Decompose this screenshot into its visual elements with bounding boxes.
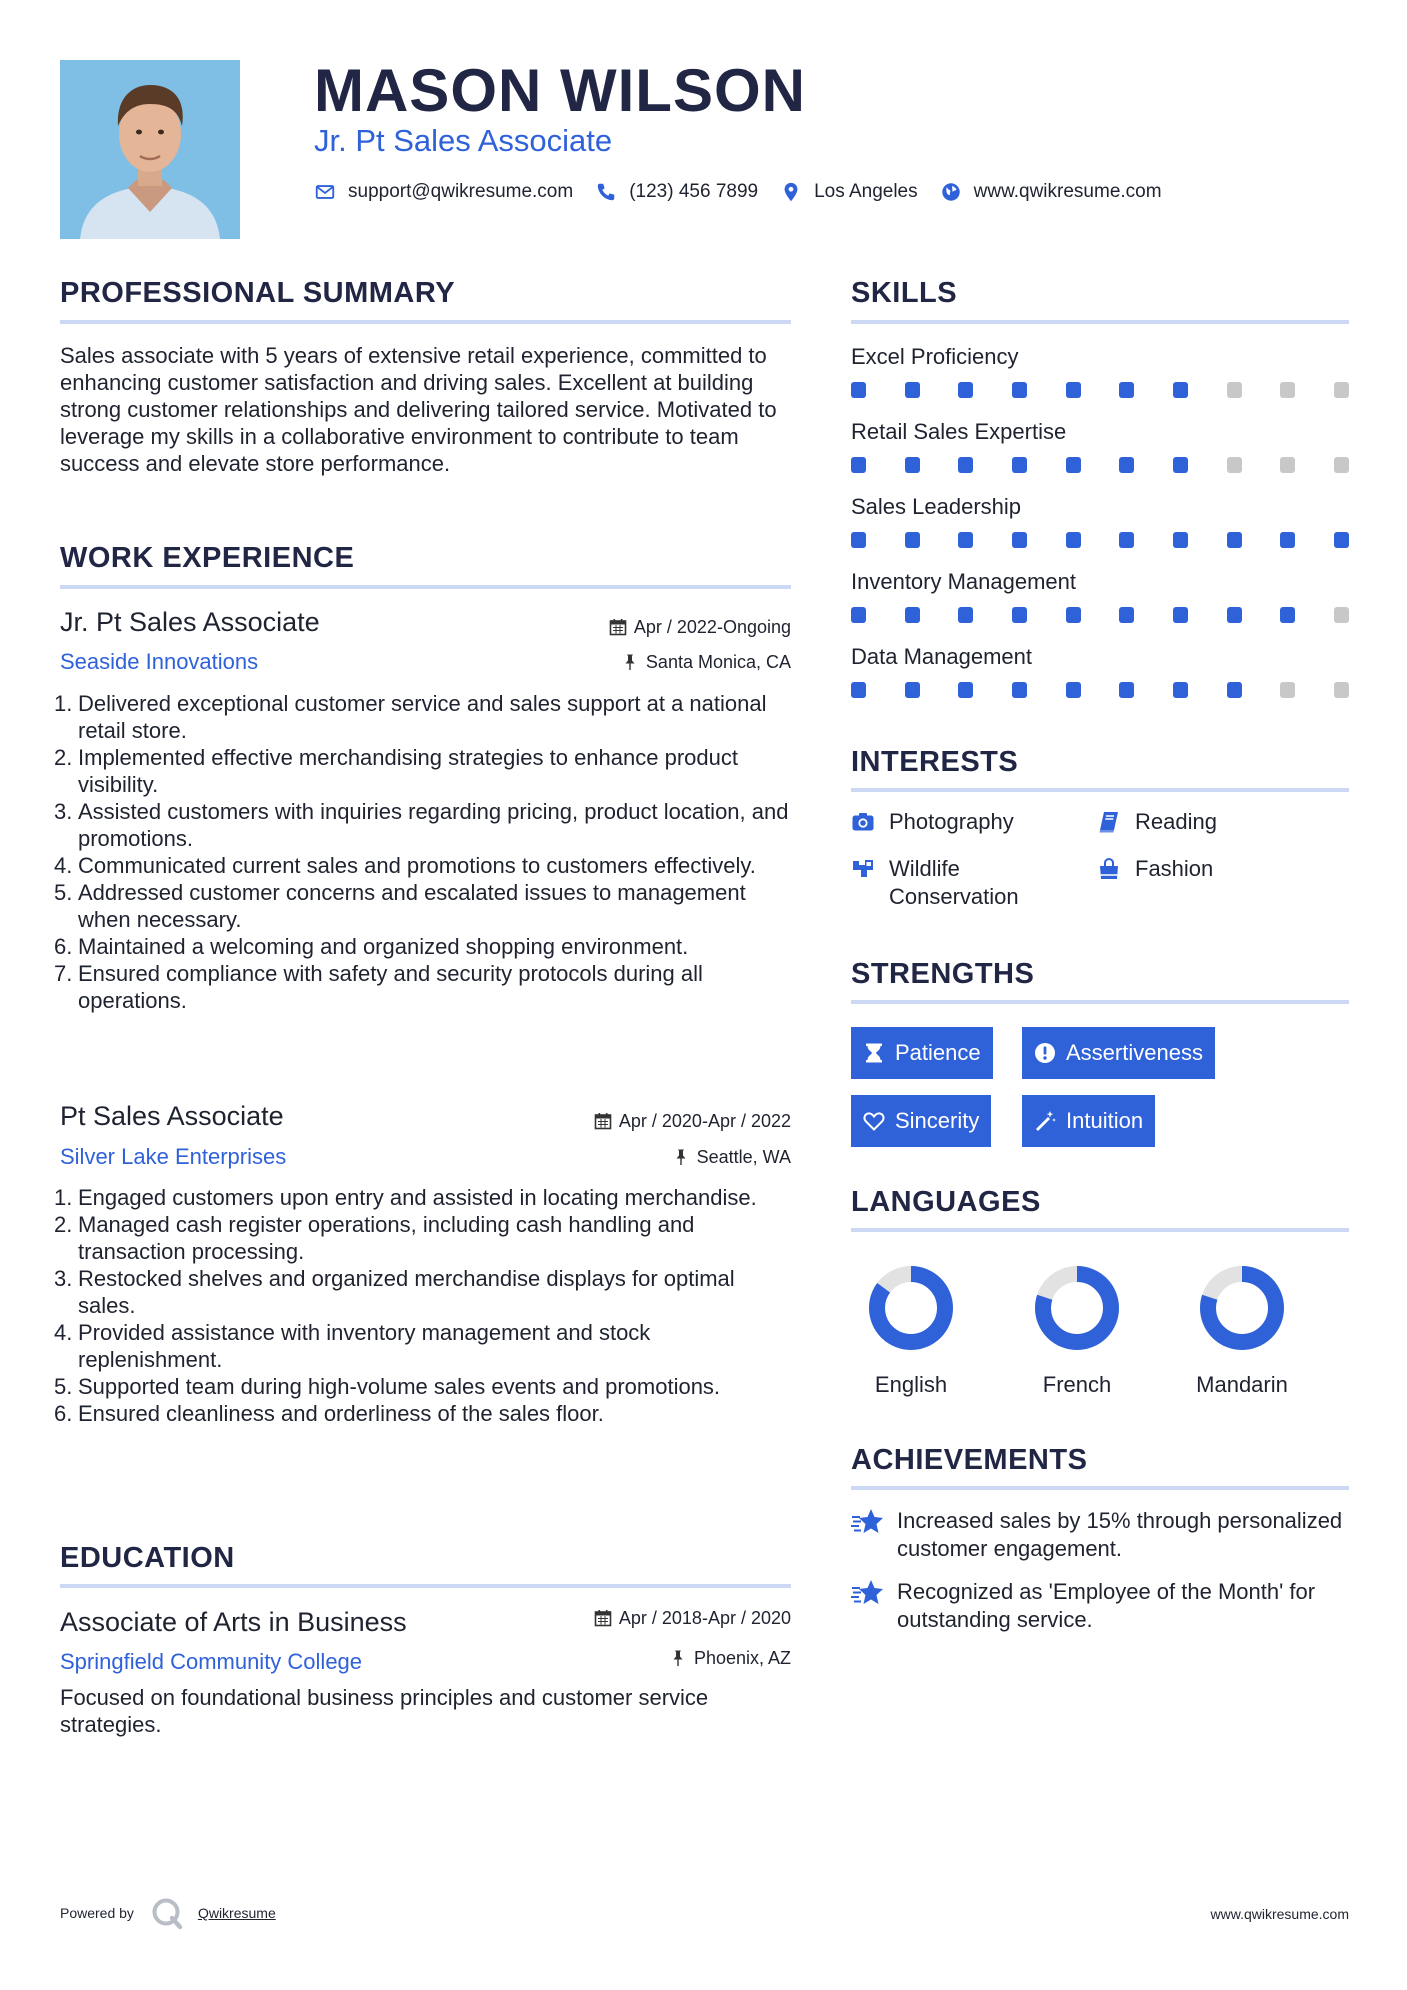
- interest-label: Fashion: [1135, 856, 1214, 881]
- powered-by-text: Powered by: [60, 1905, 134, 1921]
- list-number: 1.: [54, 1185, 73, 1210]
- map-pin-icon: [780, 181, 802, 203]
- skill-name: Excel Proficiency: [851, 344, 1019, 369]
- education-location-text: Phoenix, AZ: [693, 1648, 791, 1668]
- rating-dot-filled: [1066, 532, 1081, 548]
- list-item: [54, 933, 791, 960]
- footer-url[interactable]: www.qwikresume.com: [1210, 1906, 1349, 1922]
- wildlife-icon: [851, 857, 875, 881]
- interest-label: Reading: [1135, 809, 1217, 834]
- job-date: [609, 616, 791, 638]
- profile-photo-illustration: [60, 60, 240, 239]
- rating-dot-filled: [1280, 532, 1295, 548]
- list-number: 4.: [54, 1320, 73, 1345]
- bullet-text: Ensured compliance with safety and security protocols during all operations.: [78, 961, 703, 1013]
- strength-label: Patience: [895, 1040, 981, 1065]
- rating-dot-filled: [1012, 532, 1027, 548]
- calendar-icon: [594, 1112, 612, 1130]
- globe-icon: [940, 181, 962, 203]
- education-divider: [60, 1584, 791, 1588]
- summary-text: Sales associate with 5 years of extensive retail experience, committed to enhancing customer satisfaction and driving sales. Excellent at building strong customer relationships and delivering tailored service. Motivated to leverage my skills in a collaborative environment to contribute to team success and elevate store performance.: [60, 343, 777, 476]
- skill-name: Sales Leadership: [851, 494, 1022, 519]
- job-location-text: Santa Monica, CA: [645, 652, 791, 672]
- pushpin-icon: [669, 1649, 687, 1667]
- list-item: [54, 1265, 791, 1319]
- rating-dot-filled: [905, 532, 920, 548]
- rating-dot-filled: [1334, 532, 1349, 548]
- interest-item: [1097, 808, 1217, 836]
- rating-dot-filled: [1280, 607, 1295, 623]
- rating-dot-empty: [1334, 382, 1349, 398]
- summary-divider: [60, 320, 791, 324]
- education-heading: EDUCATION: [60, 1542, 235, 1574]
- job-company: Seaside Innovations: [60, 649, 259, 674]
- strength-chip: [1022, 1095, 1155, 1147]
- job-date: [594, 1110, 791, 1132]
- contact-website-text: www.qwikresume.com: [973, 181, 1162, 202]
- strength-label: Assertiveness: [1066, 1040, 1203, 1065]
- rating-dot-filled: [1119, 457, 1134, 473]
- rating-dot-filled: [851, 682, 866, 698]
- interests-divider: [851, 788, 1349, 792]
- bullet-text: Maintained a welcoming and organized shopping environment.: [78, 934, 689, 959]
- rating-dot-filled: [1227, 532, 1242, 548]
- pushpin-icon: [672, 1148, 690, 1166]
- candidate-role: Jr. Pt Sales Associate: [314, 123, 613, 158]
- language-gauge: [1034, 1265, 1120, 1351]
- rating-dot-empty: [1334, 607, 1349, 623]
- bullet-text: Engaged customers upon entry and assisted in locating merchandise.: [78, 1185, 757, 1210]
- rating-dot-filled: [958, 382, 973, 398]
- rating-dot-filled: [1173, 532, 1188, 548]
- language-item: [1007, 1265, 1147, 1398]
- experience-divider: [60, 585, 791, 589]
- strength-chip: [851, 1095, 991, 1147]
- star-award-icon: [851, 1578, 885, 1608]
- heart-icon: [863, 1110, 885, 1132]
- summary-heading: PROFESSIONAL SUMMARY: [60, 277, 456, 309]
- rating-dot-filled: [851, 532, 866, 548]
- rating-dot-filled: [1066, 607, 1081, 623]
- rating-dot-filled: [1119, 532, 1134, 548]
- contact-phone[interactable]: [595, 181, 758, 203]
- list-number: 3.: [54, 1266, 73, 1291]
- bullet-text: Supported team during high-volume sales events and promotions.: [78, 1374, 721, 1399]
- list-number: 7.: [54, 961, 73, 986]
- job-company: Silver Lake Enterprises: [60, 1144, 287, 1169]
- rating-dot-filled: [1012, 457, 1027, 473]
- contact-bar: [314, 178, 1184, 206]
- list-number: 5.: [54, 880, 73, 905]
- achievement-text: Increased sales by 15% through personalized customer engagement.: [897, 1508, 1343, 1561]
- job-location: [672, 1146, 791, 1168]
- list-number: 2.: [54, 1212, 73, 1237]
- rating-dot-empty: [1280, 382, 1295, 398]
- achievements-heading: ACHIEVEMENTS: [851, 1444, 1088, 1476]
- profile-photo: [60, 60, 240, 239]
- rating-dot-filled: [1173, 682, 1188, 698]
- list-item: [54, 879, 791, 933]
- rating-dot-filled: [1227, 682, 1242, 698]
- rating-dot-filled: [851, 382, 866, 398]
- degree-title: Associate of Arts in Business: [60, 1607, 407, 1637]
- skill-rating: [851, 607, 1349, 625]
- book-icon: [1097, 810, 1121, 834]
- skill-name: Inventory Management: [851, 569, 1077, 594]
- list-item: [54, 1373, 791, 1400]
- list-number: 1.: [54, 691, 73, 716]
- bullet-text: Implemented effective merchandising strategies to enhance product visibility.: [78, 745, 738, 797]
- rating-dot-filled: [1066, 382, 1081, 398]
- rating-dot-filled: [958, 457, 973, 473]
- footer-powered-by: [60, 1896, 276, 1930]
- job-date-text: Apr / 2020-Apr / 2022: [618, 1111, 791, 1131]
- skill-rating: [851, 382, 1349, 400]
- rating-dot-empty: [1280, 457, 1295, 473]
- job-bullets: [54, 1184, 791, 1427]
- bullet-text: Assisted customers with inquiries regarding pricing, product location, and promotions.: [78, 799, 789, 851]
- skill-name: Data Management: [851, 644, 1032, 669]
- list-number: 6.: [54, 1401, 73, 1426]
- job-title: Pt Sales Associate: [60, 1101, 284, 1131]
- candidate-name: MASON WILSON: [314, 57, 806, 124]
- strength-chip: [1022, 1027, 1215, 1079]
- list-item: [54, 960, 791, 1014]
- contact-phone-text: (123) 456 7899: [629, 181, 759, 202]
- education-date: [594, 1607, 791, 1629]
- rating-dot-filled: [905, 382, 920, 398]
- job-bullets: [54, 690, 791, 1014]
- list-item: [54, 1184, 791, 1211]
- rating-dot-empty: [1227, 457, 1242, 473]
- magic-wand-icon: [1034, 1110, 1056, 1132]
- job-title: Jr. Pt Sales Associate: [60, 607, 320, 637]
- job-location: [621, 651, 791, 673]
- rating-dot-filled: [851, 457, 866, 473]
- list-item: [54, 690, 791, 744]
- language-name: Mandarin: [1196, 1372, 1288, 1397]
- strength-label: Intuition: [1066, 1108, 1144, 1133]
- list-item: [54, 1400, 791, 1427]
- interest-item: [1097, 855, 1213, 883]
- bullet-text: Provided assistance with inventory management and stock replenishment.: [78, 1320, 651, 1372]
- list-item: [54, 798, 791, 852]
- bullet-text: Managed cash register operations, including cash handling and transaction processing.: [78, 1212, 695, 1264]
- rating-dot-filled: [1119, 607, 1134, 623]
- calendar-icon: [609, 618, 627, 636]
- rating-dot-filled: [958, 682, 973, 698]
- rating-dot-filled: [1012, 682, 1027, 698]
- education-location: [669, 1647, 791, 1669]
- rating-dot-empty: [1334, 682, 1349, 698]
- achievement-item: [851, 1578, 1349, 1634]
- pushpin-icon: [621, 653, 639, 671]
- hourglass-icon: [863, 1042, 885, 1064]
- languages-heading: LANGUAGES: [851, 1186, 1041, 1218]
- language-gauge: [868, 1265, 954, 1351]
- rating-dot-filled: [1012, 382, 1027, 398]
- qwikresume-logo-icon: [150, 1896, 184, 1930]
- skill-rating: [851, 457, 1349, 475]
- interest-label: Photography: [889, 809, 1014, 834]
- envelope-icon: [314, 181, 336, 203]
- interests-heading: INTERESTS: [851, 746, 1019, 778]
- strength-chip: [851, 1027, 993, 1079]
- skill-name: Retail Sales Expertise: [851, 419, 1067, 444]
- language-item: [1172, 1265, 1312, 1398]
- interest-item: [851, 808, 1014, 836]
- language-name: French: [1042, 1372, 1112, 1397]
- skill-rating: [851, 532, 1349, 550]
- strength-label: Sincerity: [895, 1108, 980, 1133]
- list-number: 4.: [54, 853, 73, 878]
- list-number: 3.: [54, 799, 73, 824]
- phone-icon: [595, 181, 617, 203]
- language-name: English: [874, 1372, 948, 1397]
- language-gauge: [1199, 1265, 1285, 1351]
- interest-label: Wildlife Conservation: [889, 856, 1019, 909]
- camera-icon: [851, 810, 875, 834]
- school-name: Springfield Community College: [60, 1649, 363, 1674]
- rating-dot-filled: [851, 607, 866, 623]
- contact-email-text: support@qwikresume.com: [348, 181, 574, 202]
- bullet-text: Delivered exceptional customer service and sales support at a national retail store.: [78, 691, 767, 743]
- list-number: 5.: [54, 1374, 73, 1399]
- rating-dot-filled: [905, 457, 920, 473]
- exclamation-circle-icon: [1034, 1042, 1056, 1064]
- education-text: Focused on foundational business principles and customer service strategies.: [60, 1685, 709, 1737]
- list-item: [54, 1319, 791, 1373]
- achievements-divider: [851, 1486, 1349, 1490]
- achievement-text: Recognized as 'Employee of the Month' for outstanding service.: [897, 1579, 1316, 1632]
- skills-heading: SKILLS: [851, 277, 958, 309]
- strengths-heading: STRENGTHS: [851, 958, 1035, 990]
- skill-rating: [851, 682, 1349, 700]
- contact-email[interactable]: [314, 181, 573, 203]
- rating-dot-filled: [1173, 607, 1188, 623]
- bullet-text: Communicated current sales and promotions to customers effectively.: [78, 853, 756, 878]
- rating-dot-filled: [1012, 607, 1027, 623]
- calendar-icon: [594, 1609, 612, 1627]
- list-item: [54, 852, 791, 879]
- bullet-text: Ensured cleanliness and orderliness of the sales floor.: [78, 1401, 604, 1426]
- list-item: [54, 1211, 791, 1265]
- shopping-bag-icon: [1097, 857, 1121, 881]
- list-item: [54, 744, 791, 798]
- rating-dot-empty: [1334, 457, 1349, 473]
- rating-dot-filled: [905, 607, 920, 623]
- strengths-divider: [851, 1000, 1349, 1004]
- contact-location: [780, 181, 918, 203]
- job-date-text: Apr / 2022-Ongoing: [633, 617, 791, 637]
- contact-website[interactable]: [940, 181, 1162, 203]
- rating-dot-filled: [1119, 682, 1134, 698]
- achievement-item: [851, 1507, 1349, 1563]
- skills-divider: [851, 320, 1349, 324]
- brand-link[interactable]: Qwikresume: [197, 1905, 276, 1921]
- rating-dot-filled: [1119, 382, 1134, 398]
- language-item: [841, 1265, 981, 1398]
- interest-item: [851, 855, 1071, 911]
- education-date-text: Apr / 2018-Apr / 2020: [618, 1608, 791, 1628]
- rating-dot-filled: [1173, 382, 1188, 398]
- rating-dot-filled: [1173, 457, 1188, 473]
- rating-dot-empty: [1227, 382, 1242, 398]
- rating-dot-filled: [1066, 682, 1081, 698]
- list-number: 2.: [54, 745, 73, 770]
- rating-dot-filled: [958, 532, 973, 548]
- star-award-icon: [851, 1507, 885, 1537]
- languages-divider: [851, 1228, 1349, 1232]
- rating-dot-filled: [958, 607, 973, 623]
- rating-dot-empty: [1280, 682, 1295, 698]
- contact-location-text: Los Angeles: [814, 181, 918, 202]
- job-location-text: Seattle, WA: [696, 1147, 791, 1167]
- rating-dot-filled: [905, 682, 920, 698]
- rating-dot-filled: [1066, 457, 1081, 473]
- bullet-text: Addressed customer concerns and escalated issues to management when necessary.: [78, 880, 746, 932]
- rating-dot-filled: [1227, 607, 1242, 623]
- list-number: 6.: [54, 934, 73, 959]
- bullet-text: Restocked shelves and organized merchandise displays for optimal sales.: [78, 1266, 735, 1318]
- experience-heading: WORK EXPERIENCE: [60, 542, 355, 574]
